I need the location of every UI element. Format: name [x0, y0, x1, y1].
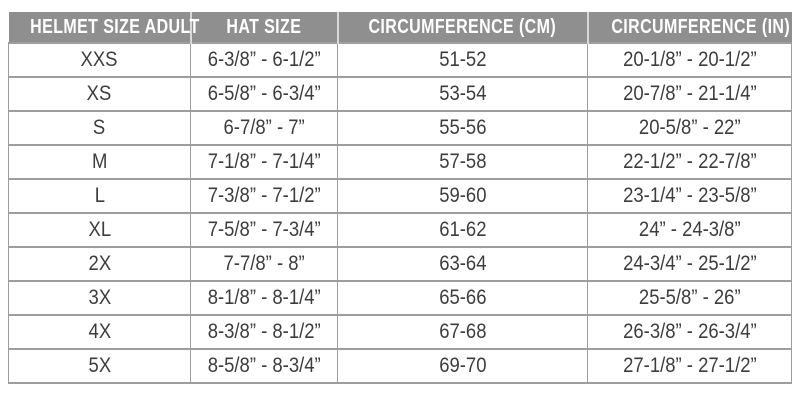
- size-cell: [9, 111, 191, 145]
- cell-text: 8-1/8” - 8-1/4”: [207, 286, 321, 309]
- circumference-cm-cell: [338, 247, 588, 281]
- cell-text: 7-7/8” - 8”: [223, 252, 305, 275]
- table-row: [9, 315, 792, 349]
- table-row: [9, 111, 792, 145]
- cell-text: 2X: [88, 252, 111, 275]
- cell-text: 5X: [88, 354, 111, 377]
- header-helmet-size-adult: [9, 12, 200, 43]
- header-hat-size: [191, 12, 338, 43]
- cell-text: 8-3/8” - 8-1/2”: [207, 320, 321, 343]
- cell-text: 59-60: [438, 184, 487, 207]
- size-cell: [9, 77, 191, 111]
- helmet-size-chart-page: [0, 12, 800, 407]
- header-label: CIRCUMFERENCE (CM): [368, 15, 557, 38]
- cell-text: 20-7/8” - 21-1/4”: [622, 82, 757, 105]
- cell-text: 55-56: [438, 116, 487, 139]
- size-cell: [9, 145, 191, 179]
- circumference-cm-cell: [338, 281, 588, 315]
- cell-text: 57-58: [438, 150, 487, 173]
- helmet-size-table: [8, 12, 792, 384]
- cell-text: XL: [88, 218, 111, 241]
- cell-text: 7-1/8” - 7-1/4”: [207, 150, 321, 173]
- cell-text: M: [91, 150, 108, 173]
- table-row: [9, 213, 792, 247]
- cell-text: 67-68: [438, 320, 487, 343]
- table-row: [9, 179, 792, 213]
- size-cell: [9, 213, 191, 247]
- cell-text: 65-66: [438, 286, 487, 309]
- header-label: HELMET SIZE ADULT: [29, 15, 200, 38]
- hat-size-cell: [191, 315, 338, 349]
- cell-text: 24-3/4” - 25-1/2”: [622, 252, 757, 275]
- cell-text: L: [94, 184, 105, 207]
- size-cell: [9, 179, 191, 213]
- table-row: [9, 145, 792, 179]
- cell-text: 20-1/8” - 20-1/2”: [622, 48, 757, 71]
- table-body: [9, 43, 792, 383]
- hat-size-cell: [191, 281, 338, 315]
- size-cell: [9, 281, 191, 315]
- cell-text: 26-3/8” - 26-3/4”: [622, 320, 757, 343]
- table-row: [9, 247, 792, 281]
- hat-size-cell: [191, 111, 338, 145]
- cell-text: 69-70: [438, 354, 487, 377]
- table-row: [9, 281, 792, 315]
- cell-text: 27-1/8” - 27-1/2”: [622, 354, 757, 377]
- header-circumference-cm: [338, 12, 588, 43]
- circumference-cm-cell: [338, 145, 588, 179]
- circumference-cm-cell: [338, 77, 588, 111]
- header-circumference-in: [588, 12, 792, 43]
- hat-size-cell: [191, 43, 338, 77]
- circumference-in-cell: [588, 213, 792, 247]
- cell-text: XXS: [81, 48, 118, 71]
- circumference-cm-cell: [338, 349, 588, 383]
- cell-text: 25-5/8” - 26”: [638, 286, 741, 309]
- size-cell: [9, 247, 191, 281]
- circumference-cm-cell: [338, 179, 588, 213]
- circumference-in-cell: [588, 43, 792, 77]
- circumference-in-cell: [588, 281, 792, 315]
- hat-size-cell: [191, 349, 338, 383]
- cell-text: 61-62: [438, 218, 487, 241]
- size-cell: [9, 349, 191, 383]
- circumference-cm-cell: [338, 315, 588, 349]
- cell-text: 53-54: [438, 82, 487, 105]
- circumference-cm-cell: [338, 43, 588, 77]
- circumference-cm-cell: [338, 111, 588, 145]
- circumference-in-cell: [588, 179, 792, 213]
- circumference-in-cell: [588, 247, 792, 281]
- cell-text: 24” - 24-3/8”: [638, 218, 741, 241]
- cell-text: S: [93, 116, 106, 139]
- cell-text: 63-64: [438, 252, 487, 275]
- header-label: CIRCUMFERENCE (IN): [610, 15, 790, 38]
- cell-text: 23-1/4” - 23-5/8”: [622, 184, 757, 207]
- table-row: [9, 349, 792, 383]
- circumference-in-cell: [588, 145, 792, 179]
- circumference-in-cell: [588, 77, 792, 111]
- hat-size-cell: [191, 213, 338, 247]
- cell-text: 20-5/8” - 22”: [638, 116, 741, 139]
- cell-text: XS: [87, 82, 112, 105]
- hat-size-cell: [191, 179, 338, 213]
- hat-size-cell: [191, 145, 338, 179]
- circumference-in-cell: [588, 111, 792, 145]
- header-row: [9, 12, 792, 43]
- cell-text: 4X: [88, 320, 111, 343]
- cell-text: 22-1/2” - 22-7/8”: [622, 150, 757, 173]
- circumference-in-cell: [588, 349, 792, 383]
- cell-text: 3X: [88, 286, 111, 309]
- size-cell: [9, 315, 191, 349]
- hat-size-cell: [191, 247, 338, 281]
- cell-text: 6-7/8” - 7”: [223, 116, 305, 139]
- circumference-cm-cell: [338, 213, 588, 247]
- cell-text: 6-5/8” - 6-3/4”: [207, 82, 321, 105]
- cell-text: 7-5/8” - 7-3/4”: [207, 218, 321, 241]
- table-header: [9, 12, 792, 43]
- circumference-in-cell: [588, 315, 792, 349]
- table-row: [9, 43, 792, 77]
- hat-size-cell: [191, 77, 338, 111]
- header-label: HAT SIZE: [226, 15, 302, 38]
- cell-text: 8-5/8” - 8-3/4”: [207, 354, 321, 377]
- table-row: [9, 77, 792, 111]
- cell-text: 51-52: [438, 48, 487, 71]
- size-cell: [9, 43, 191, 77]
- cell-text: 7-3/8” - 7-1/2”: [207, 184, 321, 207]
- cell-text: 6-3/8” - 6-1/2”: [207, 48, 321, 71]
